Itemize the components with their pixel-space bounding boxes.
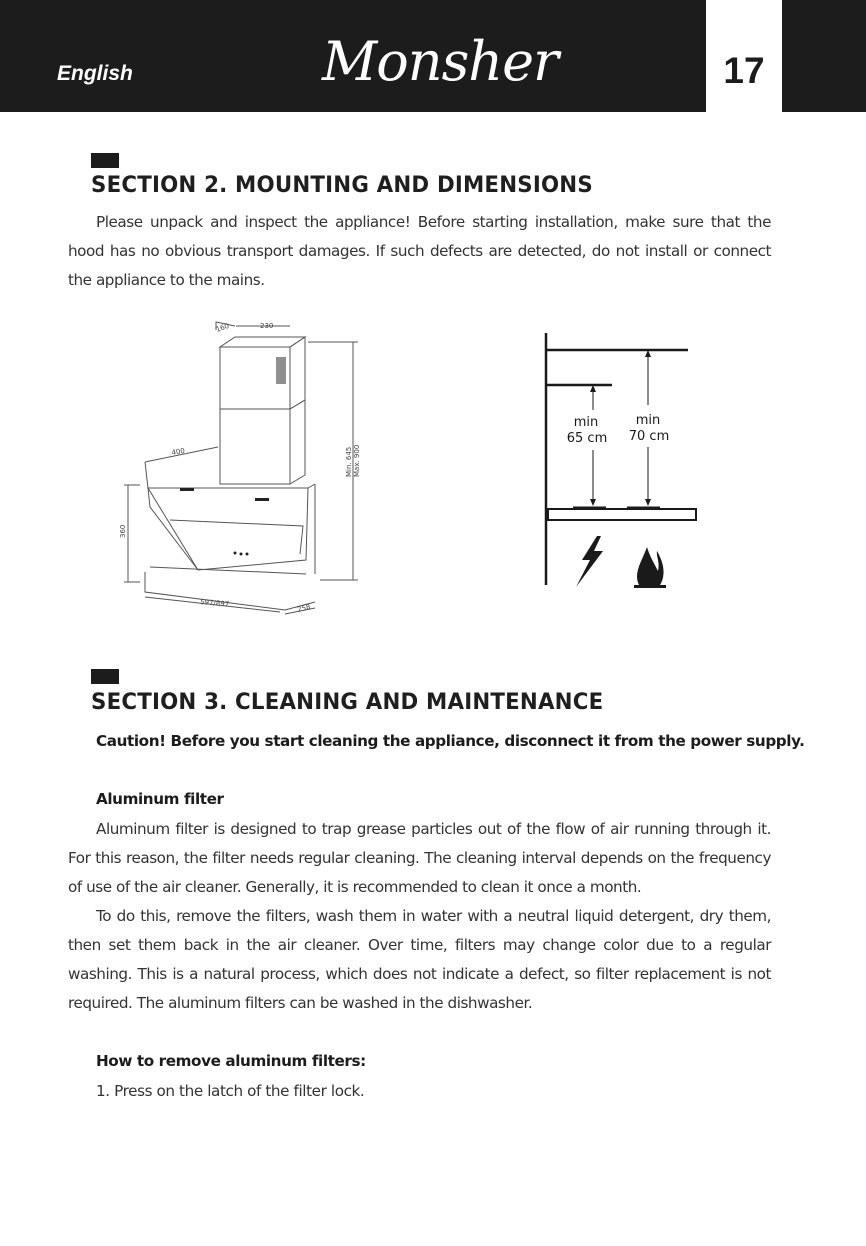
electric-min-label: min bbox=[573, 415, 599, 430]
aluminum-filter-paragraph-2: To do this, remove the filters, wash them in water with a neutral liquid detergent, dry them, then set them back in the air cleaner. Over time, filters may change color due to a regular washing. This is a natural process, which does not indicate a defect, so filter replacement is not required. The aluminum filters can be washed in the dishwasher. bbox=[68, 907, 771, 1012]
section-2-marker bbox=[91, 153, 119, 168]
gas-distance: 70 cm bbox=[628, 429, 670, 444]
dim-top-width: 230 bbox=[260, 322, 274, 330]
language-label: English bbox=[57, 62, 133, 85]
aluminum-filter-heading: Aluminum filter bbox=[96, 790, 224, 808]
page-number: 17 bbox=[723, 50, 765, 91]
gas-flame-icon bbox=[637, 547, 664, 585]
dim-top-depth: 160 bbox=[214, 321, 231, 334]
dim-hood-height: 360 bbox=[119, 524, 127, 538]
hood-dimension-drawing bbox=[110, 312, 370, 622]
dim-chimney-min: Min. 645 bbox=[345, 446, 353, 477]
dim-bottom-depth: 258 bbox=[296, 602, 312, 614]
section-3-title: SECTION 3. CLEANING AND MAINTENANCE bbox=[91, 690, 604, 715]
caution-text: Caution! Before you start cleaning the appliance, disconnect it from the power supply. bbox=[96, 732, 805, 750]
remove-filters-heading: How to remove aluminum filters: bbox=[96, 1052, 366, 1070]
brand-logo: Monsher bbox=[322, 30, 558, 93]
section-3-marker bbox=[91, 669, 119, 684]
electric-distance: 65 cm bbox=[566, 431, 608, 446]
clearance-diagram bbox=[530, 325, 710, 595]
dim-bottom-width: 597/897 bbox=[199, 598, 230, 609]
dim-hood-depth: 400 bbox=[170, 446, 186, 457]
electric-icon bbox=[576, 536, 603, 587]
page-number-box bbox=[706, 0, 782, 112]
remove-step-1: 1. Press on the latch of the filter lock. bbox=[96, 1082, 365, 1100]
gas-min-label: min bbox=[635, 413, 661, 428]
aluminum-filter-paragraph-1: Aluminum filter is designed to trap grease particles out of the flow of air running through it. For this reason, the filter needs regular cleaning. The cleaning interval depends on the frequency of use of the air cleaner. Generally, it is recommended to clean it once a month. bbox=[68, 820, 771, 896]
dim-chimney-max: Max. 900 bbox=[353, 444, 361, 477]
section-2-intro: Please unpack and inspect the appliance! Before starting installation, make sure that the hood has no obvious transport damages. If such defects are detected, do not install or connect the appliance to the mains. bbox=[68, 213, 771, 289]
section-2-title: SECTION 2. MOUNTING AND DIMENSIONS bbox=[91, 173, 593, 198]
page-header bbox=[0, 0, 866, 112]
